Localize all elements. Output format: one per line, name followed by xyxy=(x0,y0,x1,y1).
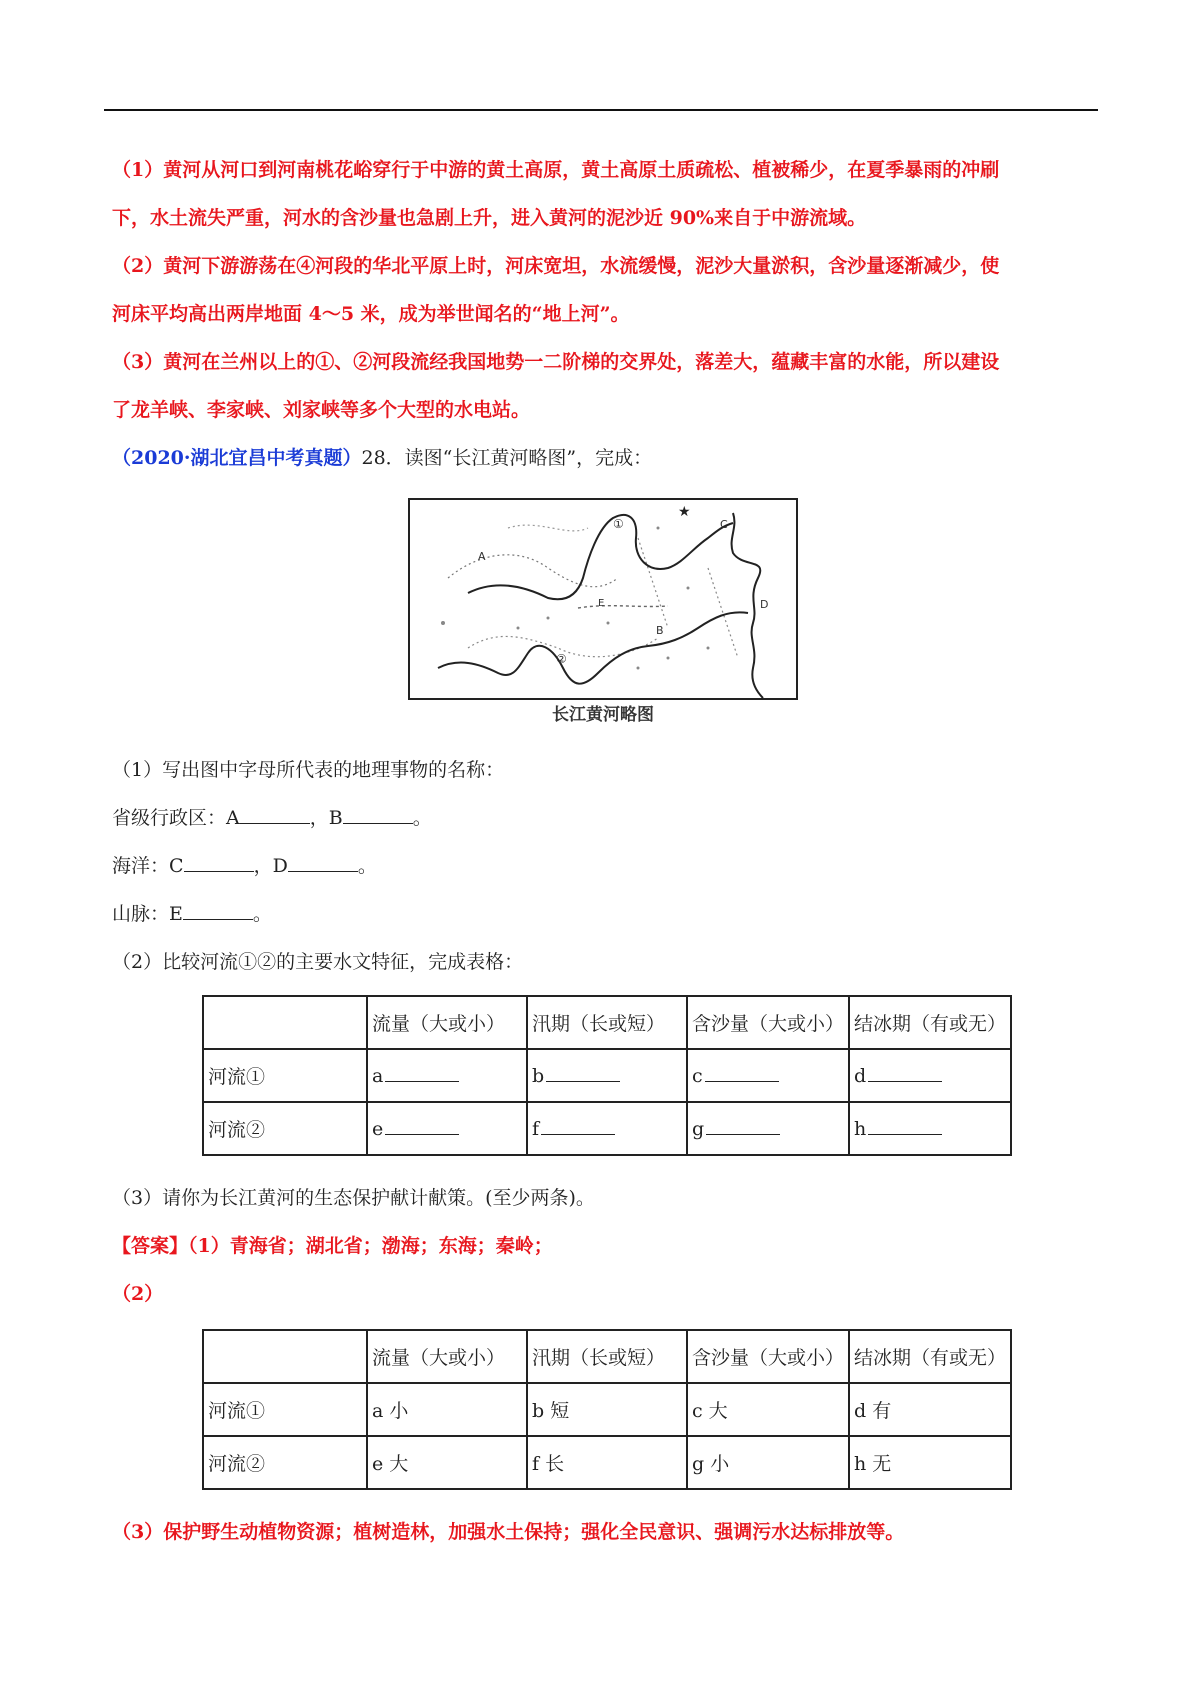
blank-b[interactable] xyxy=(343,805,413,824)
table-row: 河流① a b c d xyxy=(203,1049,1011,1102)
map-label-a: A xyxy=(478,550,486,563)
answer-table xyxy=(202,1329,1012,1490)
question-3: （3）请你为长江黄河的生态保护献计献策。(至少两条)。 xyxy=(112,1187,595,1209)
question-1: （1）写出图中字母所代表的地理事物的名称： xyxy=(112,759,505,781)
map-label-river-2: ② xyxy=(556,652,567,666)
analysis-p2-line1: （2）黄河下游游荡在④河段的华北平原上时，河床宽坦，水流缓慢，泥沙大量淤积，含沙量逐渐减少，使 xyxy=(112,255,1000,277)
map-label-d: D xyxy=(760,598,769,611)
map-caption: 长江黄河略图 xyxy=(552,705,654,725)
q1-province-line: 省级行政区：A ，B 。 xyxy=(112,807,432,829)
table-row: 河流② e 大 f 长 g 小 h 无 xyxy=(203,1436,1011,1489)
analysis-p1-line1: （1）黄河从河口到河南桃花峪穿行于中游的黄土高原，黄土高原土质疏松、植被稀少，在夏季暴雨的冲刷 xyxy=(112,159,1000,181)
table-row: 河流① a 小 b 短 c 大 d 有 xyxy=(203,1383,1011,1436)
question-table xyxy=(202,995,1012,1156)
question-source: （2020·湖北宜昌中考真题） xyxy=(112,447,362,469)
analysis-p3-line1: （3）黄河在兰州以上的①、②河段流经我国地势一二阶梯的交界处，落差大，蕴藏丰富的水能，所以建设 xyxy=(112,351,1000,373)
analysis-p3-line2: 了龙羊峡、李家峡、刘家峡等多个大型的水电站。 xyxy=(112,399,531,421)
table-row: 河流② e f g h xyxy=(203,1102,1011,1155)
table-row: 流量（大或小） 汛期（长或短） 含沙量（大或小） 结冰期（有或无） xyxy=(203,1330,1011,1383)
answer-3: （3）保护野生动植物资源；植树造林，加强水土保持；强化全民意识、强调污水达标排放等。 xyxy=(112,1521,905,1543)
yangtze-yellow-river-map xyxy=(408,498,798,700)
answer-1: （1）青海省；湖北省；渤海；东海；秦岭； xyxy=(188,1235,553,1257)
answer-label: 【答案】 xyxy=(112,1235,189,1257)
analysis-p1-line2: 下，水土流失严重，河水的含沙量也急剧上升，进入黄河的泥沙近 90%来自于中游流域。 xyxy=(112,207,867,229)
question-stem: 28．读图“长江黄河略图”，完成： xyxy=(361,447,653,469)
blank-e[interactable] xyxy=(183,901,253,920)
blank-a[interactable] xyxy=(240,805,310,824)
blank-d[interactable] xyxy=(288,853,358,872)
q1-mountain-line: 山脉：E 。 xyxy=(112,903,272,925)
capital-star-icon: ★ xyxy=(678,504,691,520)
header-rule xyxy=(104,109,1098,111)
q1-ocean-line: 海洋：C ，D 。 xyxy=(112,855,377,877)
answer-line-1 xyxy=(112,1222,1102,1270)
blank-c[interactable] xyxy=(184,853,254,872)
map-label-river-1: ① xyxy=(613,517,624,531)
question-2: （2）比较河流①②的主要水文特征，完成表格： xyxy=(112,951,524,973)
analysis-p2-line2: 河床平均高出两岸地面 4～5 米，成为举世闻名的“地上河”。 xyxy=(112,303,630,325)
question-stem-line xyxy=(112,434,1102,482)
map-label-e: E xyxy=(598,598,605,609)
map-label-b: B xyxy=(656,624,664,637)
answer-2: （2） xyxy=(112,1283,164,1305)
table-row: 流量（大或小） 汛期（长或短） 含沙量（大或小） 结冰期（有或无） xyxy=(203,996,1011,1049)
map-label-c: C xyxy=(720,518,728,531)
